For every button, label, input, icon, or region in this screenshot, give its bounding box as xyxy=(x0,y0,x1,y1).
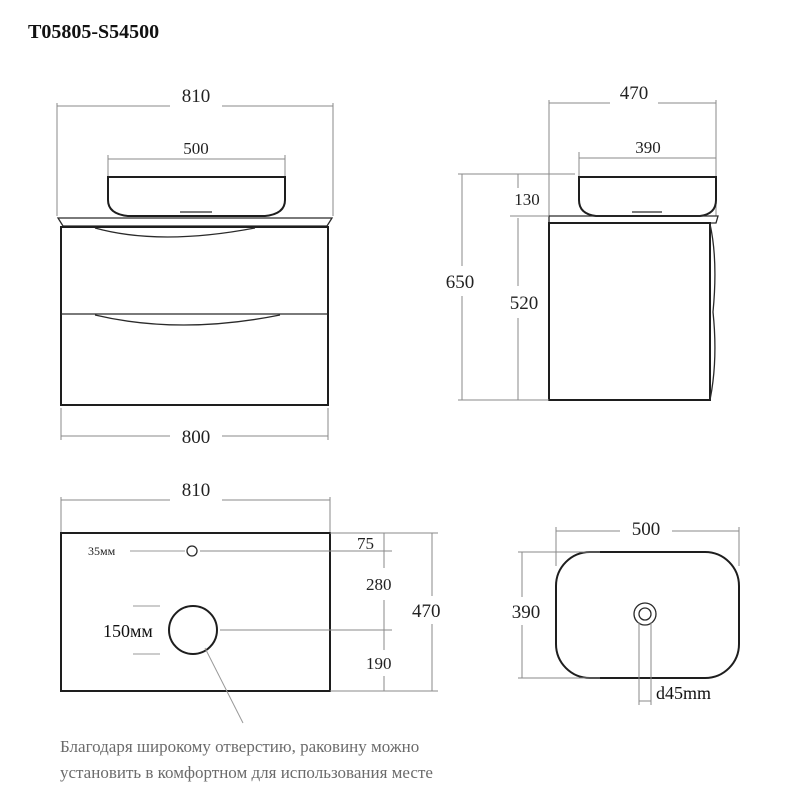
note-line-2: установить в комфортном для использования месте xyxy=(60,763,433,782)
note-line-1: Благодаря широкому отверстию, раковину можно xyxy=(60,737,420,756)
side-sink-height-label: 130 xyxy=(514,190,540,209)
side-depth-label: 470 xyxy=(619,83,649,104)
side-cabinet-height-label: 520 xyxy=(509,293,539,314)
basin-top-view xyxy=(512,519,739,705)
side-cabinet xyxy=(549,223,710,400)
drain-note-leader xyxy=(205,648,243,723)
front-cabinet-width-label: 800 xyxy=(181,427,211,448)
drain-hole-label: 150мм xyxy=(103,621,153,641)
top-view xyxy=(61,480,441,723)
front-basin xyxy=(108,177,285,216)
side-view xyxy=(446,83,718,400)
front-view xyxy=(57,86,333,448)
front-countertop xyxy=(58,218,332,226)
basin-drain-outer xyxy=(634,603,656,625)
front-upper-handle-curve xyxy=(95,228,255,237)
tap-offset-label: 75 xyxy=(357,534,374,553)
tap-hole xyxy=(187,546,197,556)
front-sink-width-label: 500 xyxy=(183,139,209,158)
side-basin xyxy=(579,177,716,216)
side-sink-depth-label: 390 xyxy=(635,138,661,157)
drain-offset-label: 280 xyxy=(366,575,392,594)
basin-depth-label: 390 xyxy=(511,602,541,623)
side-countertop xyxy=(549,216,718,223)
side-total-height-label: 650 xyxy=(445,272,475,293)
tap-hole-label: 35мм xyxy=(88,544,116,558)
basin-outline xyxy=(556,552,739,678)
drawing-title: T05805-S54500 xyxy=(28,21,160,43)
top-depth-label: 470 xyxy=(412,601,441,622)
front-top-width-label: 810 xyxy=(181,86,211,107)
basin-drain-label: d45mm xyxy=(656,683,712,703)
basin-width-label: 500 xyxy=(631,519,661,540)
back-offset-label: 190 xyxy=(366,654,392,673)
basin-drain-inner xyxy=(639,608,651,620)
front-lower-handle-curve xyxy=(95,315,280,325)
top-width-label: 810 xyxy=(181,480,211,501)
drain-hole xyxy=(169,606,217,654)
